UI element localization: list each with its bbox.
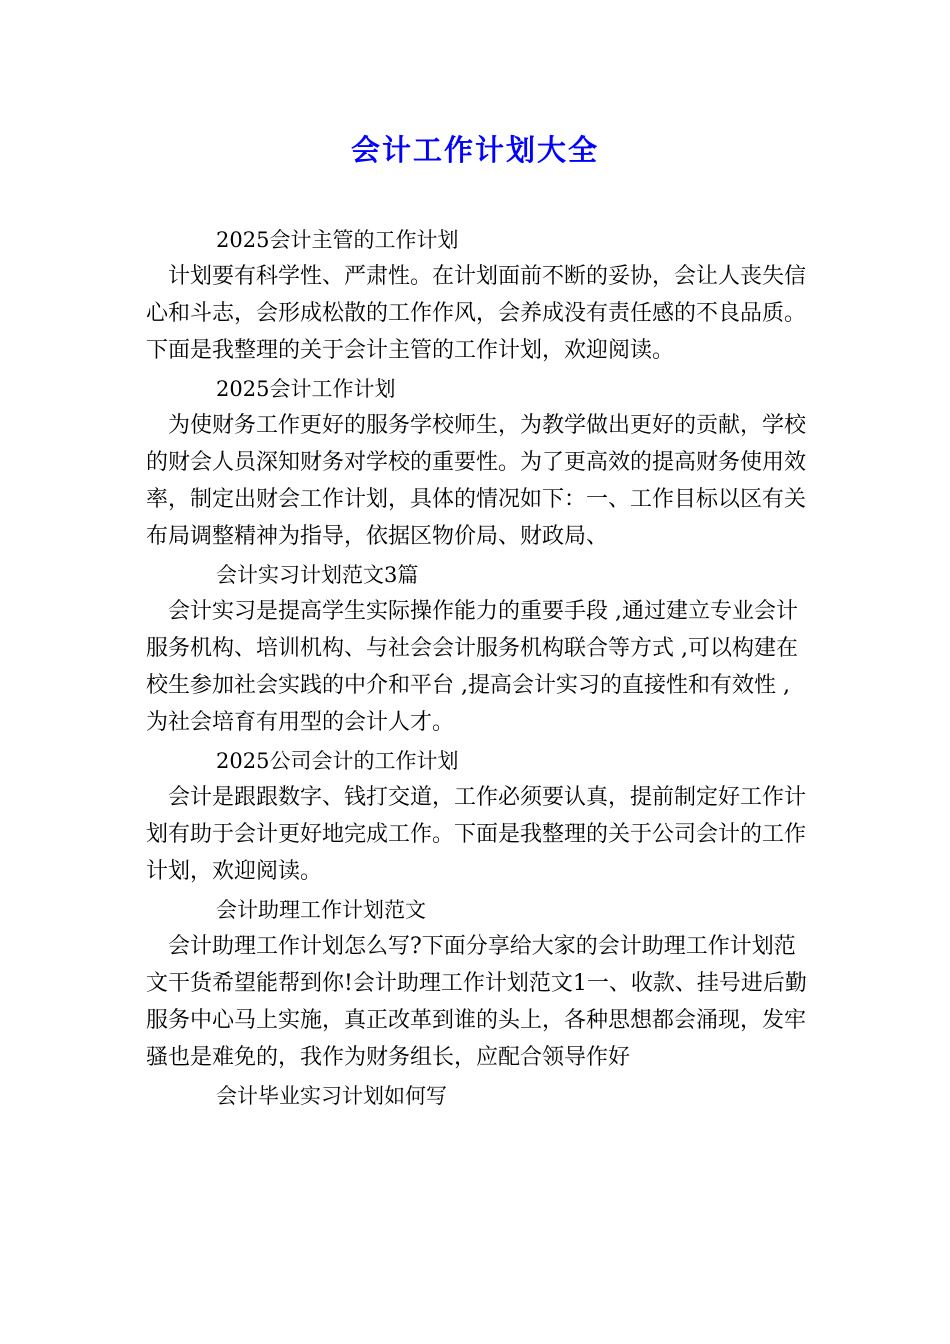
section-body: 会计实习是提高学生实际操作能力的重要手段 ,通过建立专业会计服务机构、培训机构、与社会会计服务机构联合等方式 ,可以构建在校生参加社会实践的中介和平台 ,提高会计实习的直接性和有效性 ,为社会培育有用型的会计人才。 — [146, 599, 798, 735]
section-heading: 会计实习计划范文3篇 — [216, 563, 419, 587]
section-body: 为使财务工作更好的服务学校师生，为教学做出更好的贡献，学校的财会人员深知财务对学校的重要性。为了更高效的提高财务使用效率，制定出财会工作计划，具体的情况如下：一、工作目标以区有关布局调整精神为指导，依据区物价局、财政局、 — [146, 413, 807, 549]
section-heading: 2025公司会计的工作计划 — [216, 749, 459, 773]
section-heading: 2025会计主管的工作计划 — [216, 228, 459, 252]
section-body: 会计是跟跟数字、钱打交道，工作必须要认真，提前制定好工作计划有助于会计更好地完成工作。下面是我整理的关于公司会计的工作计划，欢迎阅读。 — [146, 785, 807, 884]
document-title: 会计工作计划大全 — [350, 133, 599, 167]
section-body: 计划要有科学性、严肃性。在计划面前不断的妥协，会让人丧失信心和斗志，会形成松散的工作作风，会养成没有责任感的不良品质。下面是我整理的关于会计主管的工作计划，欢迎阅读。 — [146, 264, 807, 363]
section-heading: 会计助理工作计划范文 — [216, 898, 426, 922]
section-heading: 会计毕业实习计划如何写 — [216, 1084, 447, 1108]
section-heading: 2025会计工作计划 — [216, 377, 396, 401]
section-body: 会计助理工作计划怎么写?下面分享给大家的会计助理工作计划范文干货希望能帮到你!会计助理工作计划范文1一、收款、挂号进后勤服务中心马上实施，真正改革到谁的头上，各种思想都会涌现，发牢骚也是难免的，我作为财务组长，应配合领导作好 — [146, 934, 807, 1070]
document-content — [146, 222, 810, 1114]
